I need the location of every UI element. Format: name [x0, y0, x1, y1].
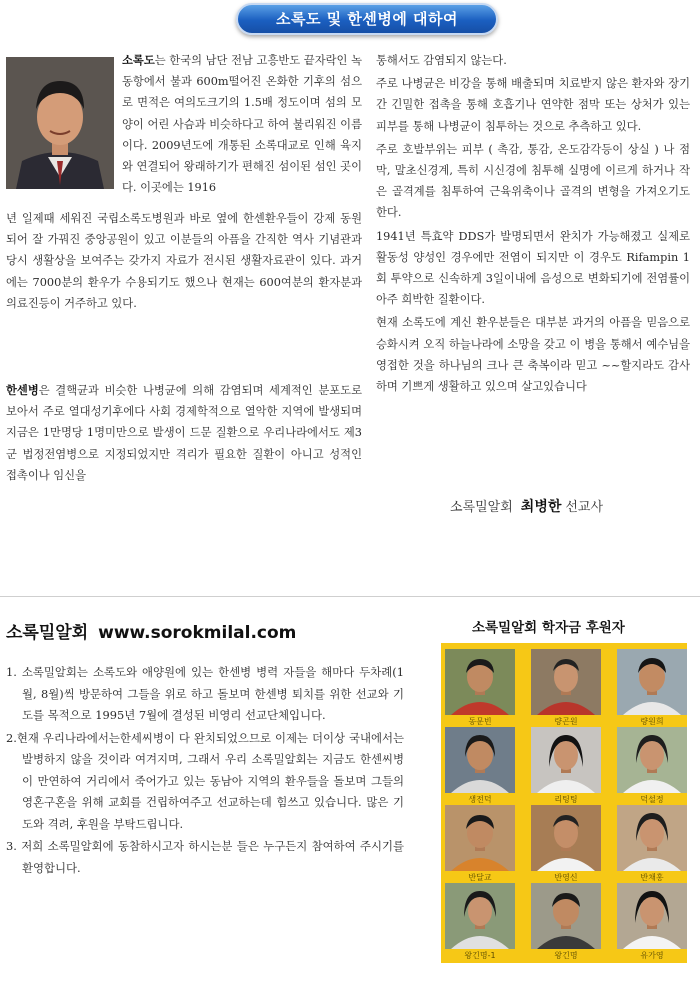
student-name: 생전덕 [468, 795, 492, 804]
student-card [531, 727, 601, 806]
student-portrait-icon [617, 805, 687, 871]
student-card [445, 805, 515, 884]
author-portrait-icon [6, 57, 114, 189]
org-info-item: 2.현재 우리나라에서는한세씨병이 다 완치되었으므로 이제는 더이상 국내에서는 발병하지 않을 것이라 여겨지며, 그래서 우리 소록밀알회는 지금도 한센씨병이 만연하여 거리에서 죽어가고 있는 동남아 지역의 환우들을 돌보며 그들의 영혼구혼을 위해 교회를 건립하여주고 선교하는데 힘쓰고 있습니다. 많은 기도와 격려, 후원을 부탁드립니다. [6, 730, 404, 831]
student-name: 동문빈 [468, 717, 492, 726]
student-portrait-icon [617, 883, 687, 949]
article-paragraph: 주로 나병균은 비강을 통해 배출되며 치료받지 않은 환자와 장기간 긴밀한 접촉을 통해 호흡기나 연약한 점막 또는 상처가 있는 피부를 통해 나병균이 침투하는 것으로 추측하고 있다. [376, 77, 690, 133]
page-title: 소록도 및 한센병에 대하여 [236, 3, 498, 35]
article-paragraph: 1941년 특효약 DDS가 발명되면서 완치가 가능해졌고 실제로 활동성 양성인 경우에만 전염이 되지만 이 경우도 Rifampin 1회 투약으로 신속하게 3일이내에 음성으로 변화되기에 전염률이 아주 희박한 질환이다. [376, 229, 690, 307]
student-card [617, 649, 687, 728]
signature-role: 선교사 [565, 500, 604, 515]
student-photo [617, 649, 687, 715]
student-photo [445, 649, 515, 715]
student-name: 왕긴명-1 [464, 951, 496, 960]
org-info-item: 3. 저희 소록밀알회에 동참하시고자 하시는분 들은 누구든지 참여하여 주시기를 환영합니다. [6, 839, 404, 875]
student-photo [531, 883, 601, 949]
student-portrait-icon [445, 805, 515, 871]
student-photo [617, 727, 687, 793]
org-info-item: 1. 소록밀알회는 소록도와 애양원에 있는 한센병 병력 자들을 해마다 두차례(1월, 8월)씩 방문하여 그들을 위로 하고 돌보며 한센병 퇴치를 위한 선교와 기도를 목적으로 1995년 7월에 결성된 비영리 선교단체입니다. [6, 665, 404, 722]
student-name: 왕긴명 [554, 951, 578, 960]
hansen-term: 한센병 [6, 384, 39, 397]
org-heading [6, 618, 296, 643]
sorokdo-text: 는 한국의 남단 전남 고흥반도 끝자락인 녹동항에서 불과 600m떨어진 온화한 기후의 섬으로 면적은 여의도크기의 1.5배 정도이며 섬의 모양이 어린 사슴과 비슷하다고 하여 불리워진 이름이다. 2009년도에 개통된 소록대교로 인해 육지와 연결되어 왕래하기가 편해진 섬이된 섬인 곳이다. 이곳에는 1916 [122, 54, 362, 195]
student-card [617, 727, 687, 806]
sorokdo-paragraph-part2: 년 일제때 세워진 국립소록도병원과 바로 옆에 한센환우들이 강제 동원되어 잘 가꿔진 중앙공원이 있고 이분들의 아픔을 간직한 역사 기념관과 당시 생활상을 보여주는 갖가지 자료가 전시된 생활자료관이 있다. 과거에는 7000분의 환우가 수용되기도 했으나 현재는 600여분의 환자분과 의료진등이 거주하고 있다. [6, 212, 362, 310]
article-paragraph: 현재 소록도에 계신 환우분들은 대부분 과거의 아픔을 믿음으로 승화시켜 오직 하늘나라에 소망을 갖고 이 병을 통해서 예수님을 영접한 것을 하나님의 크나 큰 축복이라 믿고 ~~할지라도 감사하며 기쁘게 생활하고 있으며 살고있습니다 [376, 316, 690, 394]
student-card [531, 649, 601, 728]
student-name: 리팅팅 [554, 795, 578, 804]
signature-org: 소록밀알회 [450, 500, 513, 515]
student-card [531, 883, 601, 962]
student-portrait-icon [445, 649, 515, 715]
student-portrait-icon [445, 883, 515, 949]
student-portrait-icon [531, 883, 601, 949]
student-photo [445, 805, 515, 871]
student-portrait-icon [445, 727, 515, 793]
student-name: 반영신 [554, 873, 578, 882]
article-right-column [376, 50, 690, 399]
org-name: 소록밀알회 [6, 623, 89, 643]
student-photo [617, 883, 687, 949]
student-portrait-icon [617, 649, 687, 715]
article-paragraph: 주로 호발부위는 피부 ( 촉감, 통감, 온도감각등이 상실 ) 나 점막, 말초신경계, 특히 시신경에 침투해 실명에 이르게 하거나 작은 골격계를 침투하여 근육위축이나 골격의 변형을 가져오기도 한다. [376, 142, 690, 220]
student-photo [531, 649, 601, 715]
sponsor-heading: 소록밀알회 학자금 후원자 [472, 620, 625, 636]
student-name: 유가영 [640, 951, 664, 960]
student-photo [531, 727, 601, 793]
article-signature [450, 496, 603, 516]
hansen-paragraph [6, 380, 362, 486]
student-card [617, 883, 687, 962]
sponsor-photo-grid [441, 643, 687, 963]
student-name: 반채홍 [640, 873, 664, 882]
student-name: 량곤원 [554, 717, 578, 726]
section-divider [0, 596, 700, 597]
student-name: 덕설정 [640, 795, 664, 804]
hansen-text: 은 결핵균과 비슷한 나병균에 의해 감염되며 세계적인 분포도로 보아서 주로 열대성기후에다 사회 경제학적으로 열악한 지역에 발생되며 지금은 1만명당 1명미만으로 발생이 드문 질환으로 우리나라에서도 제3군 법정전염병으로 지정되었지만 격리가 필요한 질환이 아니고 성적인 접촉이나 임신을 [6, 384, 362, 482]
student-photo [445, 727, 515, 793]
student-photo [617, 805, 687, 871]
author-photo [6, 57, 114, 189]
student-photo [531, 805, 601, 871]
student-name: 반달교 [468, 873, 492, 882]
student-card [445, 883, 515, 962]
article-paragraph: 통해서도 감염되지 않는다. [376, 54, 507, 67]
student-portrait-icon [531, 649, 601, 715]
signature-name: 최병한 [520, 499, 562, 515]
student-card [445, 649, 515, 728]
org-info-list [6, 662, 404, 880]
student-card [531, 805, 601, 884]
student-card [445, 727, 515, 806]
student-portrait-icon [617, 727, 687, 793]
student-portrait-icon [531, 805, 601, 871]
sorokdo-term: 소록도 [122, 54, 155, 67]
org-website-link[interactable]: www.sorokmilal.com [98, 623, 297, 643]
student-portrait-icon [531, 727, 601, 793]
student-card [617, 805, 687, 884]
student-name: 량원희 [640, 717, 664, 726]
sorokdo-paragraph-part1 [122, 50, 362, 198]
student-photo [445, 883, 515, 949]
